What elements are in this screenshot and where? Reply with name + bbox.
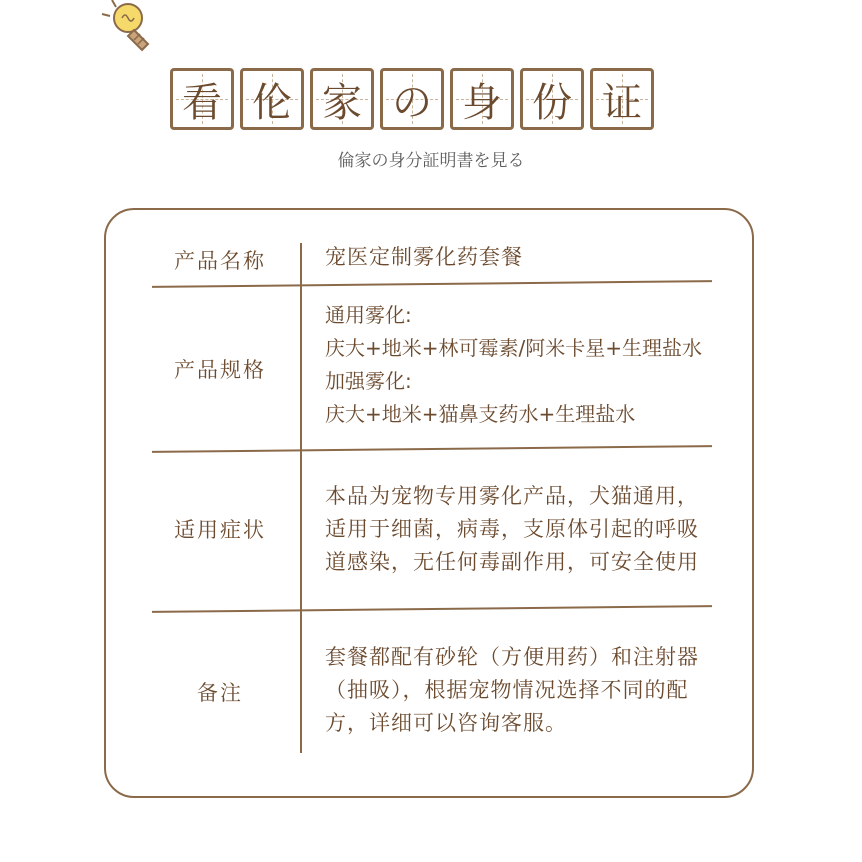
title-char: 证: [602, 79, 642, 126]
row-label: 产品规格: [174, 358, 266, 382]
lightbulb-icon: [96, 0, 166, 56]
title-char-box: [590, 68, 654, 130]
title-char-box: [240, 68, 304, 130]
row-value: [325, 480, 755, 579]
row-label: 产品名称: [174, 249, 266, 273]
value-line: 方，详细可以咨询客服。: [325, 711, 567, 735]
title-char-box: [310, 68, 374, 130]
value-line: 道感染，无任何毒副作用，可安全使用: [325, 550, 699, 574]
subtitle: 倫家の身分証明書を見る: [337, 151, 525, 171]
title-char: の: [392, 79, 432, 126]
value-line: 庆大+地米+猫鼻支药水+生理盐水: [325, 402, 636, 426]
title-char: 看: [182, 79, 222, 126]
title-char: 家: [322, 79, 362, 126]
title-char: 份: [532, 79, 572, 126]
column-divider: [300, 243, 302, 753]
value-line: 适用于细菌，病毒，支原体引起的呼吸: [325, 517, 699, 541]
value-line: 庆大+地米+林可霉素/阿米卡星+生理盐水: [325, 336, 703, 360]
row-value: [325, 299, 755, 431]
value-line: 宠医定制雾化药套餐: [325, 245, 523, 269]
value-line: 通用雾化:: [325, 303, 412, 327]
page-title: [170, 68, 690, 134]
row-value: [325, 641, 755, 740]
value-line: 加强雾化:: [325, 369, 412, 393]
title-char-box: [450, 68, 514, 130]
title-char: 伦: [252, 79, 292, 126]
row-value: [325, 241, 755, 274]
row-label: 适用症状: [174, 518, 266, 542]
value-line: 本品为宠物专用雾化产品，犬猫通用，: [325, 484, 699, 508]
title-char-box: [170, 68, 234, 130]
row-label: 备注: [197, 681, 243, 705]
value-line: 套餐都配有砂轮（方便用药）和注射器: [325, 645, 699, 669]
title-char-box: [520, 68, 584, 130]
value-line: （抽吸），根据宠物情况选择不同的配: [325, 678, 689, 702]
title-char-box: [380, 68, 444, 130]
title-char: 身: [462, 79, 502, 126]
